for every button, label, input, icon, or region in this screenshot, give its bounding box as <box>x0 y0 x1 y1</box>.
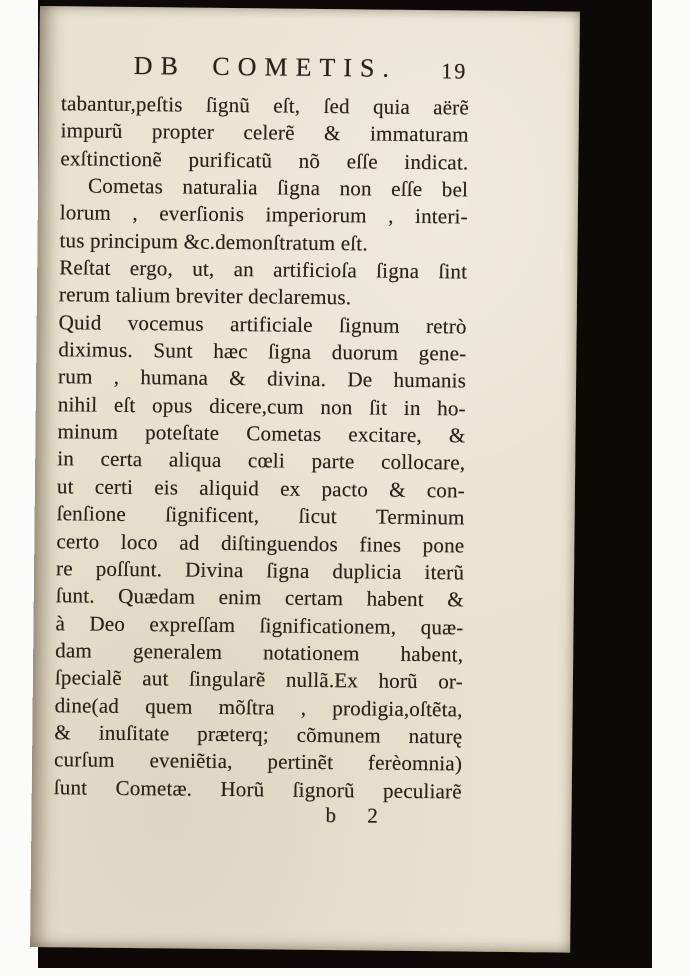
text-line: rum , humana & divina. De humanis <box>57 364 467 393</box>
text-line: tabantur,peſtis ſignũ eſt, ſed quia aërẽ <box>60 91 470 120</box>
text-line: lorum , everſionis imperiorum , interi- <box>59 200 468 229</box>
text-line: nihil eſt opus dicere,cum non ſit in ho- <box>57 391 466 421</box>
signature-number: 2 <box>367 803 378 828</box>
book-page <box>30 6 580 953</box>
text-line: rerum talium breviter declaremus. <box>58 282 352 310</box>
signature-letter: b <box>325 803 337 828</box>
text-line: curſum eveniẽtia, pertinẽt ferèomnia) <box>53 747 463 776</box>
text-line: Reſtat ergo, ut, an artificioſa ſigna ſint <box>59 255 468 284</box>
text-line: ſenſione ſignificent, ſicut Terminum <box>56 501 465 530</box>
text-line: Quid vocemus artificiale ſignum retrò <box>58 309 467 339</box>
text-line: Cometas naturalia ſigna non eſſe bel <box>87 173 469 202</box>
signature-mark <box>53 800 461 829</box>
text-line: ut certi eis aliquid ex pacto & con- <box>56 474 466 503</box>
text-line: diximus. Sunt hæc ſigna duorum gene- <box>58 337 467 366</box>
text-block <box>54 90 469 805</box>
text-line: & inuſitate præterq; cõmunem naturę <box>54 720 463 749</box>
text-line: minum poteſtate Cometas excitare, & <box>57 419 466 448</box>
text-line: ſunt. Quædam enim certam habent & <box>55 583 464 612</box>
text-line: in certa aliqua cœli parte collocare, <box>57 446 466 475</box>
text-line: ſunt Cometæ. Horũ ſignorũ peculiarẽ <box>53 774 462 804</box>
text-line: tus principum &c.demonſtratum eſt. <box>59 227 368 256</box>
text-line: dam generalem notationem habent, <box>55 638 464 667</box>
running-header <box>61 50 469 86</box>
header-title: DB COMETIS. <box>133 50 398 83</box>
text-line: à Deo expreſſam ſignificationem, quæ- <box>55 610 464 639</box>
text-line: re poſſunt. Divina ſigna duplicia iterũ <box>55 556 465 585</box>
text-line: ſpecialẽ aut ſingularẽ nullã.Ex horũ or- <box>54 665 464 694</box>
page-number: 19 <box>441 58 468 84</box>
text-line: impurũ propter celerẽ & immaturam <box>60 118 469 147</box>
text-line: certo loco ad diſtinguendos fines pone <box>56 528 465 557</box>
text-line: dine(ad quem mõſtra , prodigia,oſtẽta, <box>54 692 463 722</box>
text-line: exſtinctionẽ purificatũ nõ eſſe indicat. <box>60 145 469 175</box>
